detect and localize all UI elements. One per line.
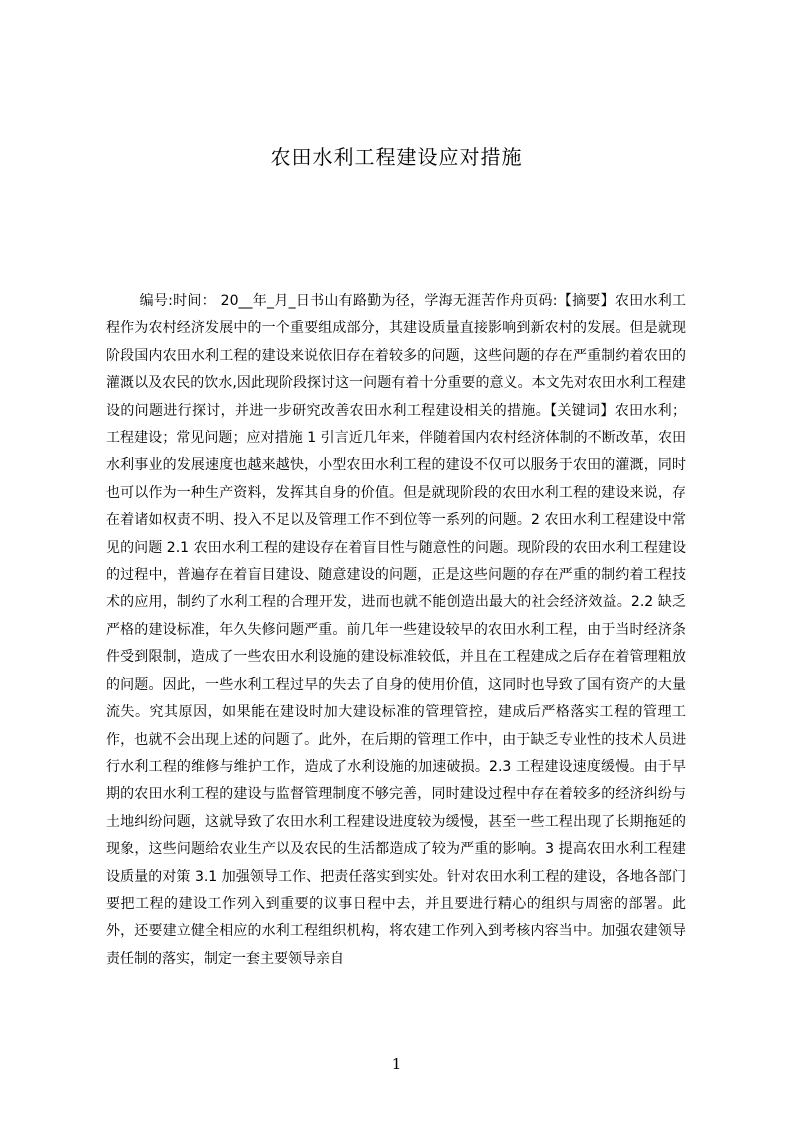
document-body-text: 编号:时间： 20__年_月_日书山有路勤为径，学海无涯苦作舟页码:【摘要】农田水利工程作为农村经济发展中的一个重要组成部分，其建设质量直接影响到新农村的发展。但是就现阶段国内农田水利工程的建设来说依旧存在着较多的问题，这些问题的存在严重制约着农田的灌溉以及农民的饮水,因此现阶段探讨这一问题有着十分重要的意义。本文先对农田水利工程建设的问题进行探讨，并进一步研究改善农田水利工程建设相关的措施。【关键词】农田水利；工程建设；常见问题；应对措施 1 引言近几年来，伴随着国内农村经济体制的不断改革，农田水利事业的发展速度也越来越快，小型农田水利工程的建设不仅可以服务于农田的灌溉，同时也可以作为一种生产资料，发挥其自身的价值。但是就现阶段的农田水利工程的建设来说，存在着诸如权责不明、投入不足以及管理工作不到位等一系列的问题。2 农田水利工程建设中常见的问题 2.1 农田水利工程的建设存在着盲目性与随意性的问题。现阶段的农田水利工程建设的过程中，普遍存在着盲目建设、随意建设的问题，正是这些问题的存在严重的制约着工程技术的应用，制约了水利工程的合理开发，进而也就不能创造出最大的社会经济效益。2.2 缺乏严格的建设标准，年久失修问题严重。前几年一些建设较早的农田水利工程，由于当时经济条件受到限制，造成了一些农田水利设施的建设标准较低，并且在工程建成之后存在着管理粗放的问题。因此，一些水利工程过早的失去了自身的使用价值，这同时也导致了国有资产的大量流失。究其原因，如果能在建设时加大建设标准的管理管控，建成后严格落实工程的管理工作，也就不会出现上述的问题了。此外，在后期的管理工作中，由于缺乏专业性的技术人员进行水利工程的维修与维护工作，造成了水利设施的加速破损。2.3 工程建设速度缓慢。由于早期的农田水利工程的建设与监督管理制度不够完善，同时建设过程中存在着较多的经济纠纷与土地纠纷问题，这就导致了农田水利工程建设进度较为缓慢，甚至一些工程出现了长期拖延的现象，这些问题给农业生产以及农民的生活都造成了较为严重的影响。3 提高农田水利工程建设质量的对策 3.1 加强领导工作、把责任落实到实处。针对农田水利工程的建设，各地各部门要把工程的建设工作列入到重要的议事日程中去，并且要进行精心的组织与周密的部署。此外，还要建立健全相应的水利工程组织机构，将农建工作列入到考核内容当中。加强农建领导责任制的落实，制定一套主要领导亲自 <box>106 293 686 967</box>
document-title: 农田水利工程建设应对措施 <box>270 145 523 169</box>
page-number: 1 <box>391 1055 402 1073</box>
